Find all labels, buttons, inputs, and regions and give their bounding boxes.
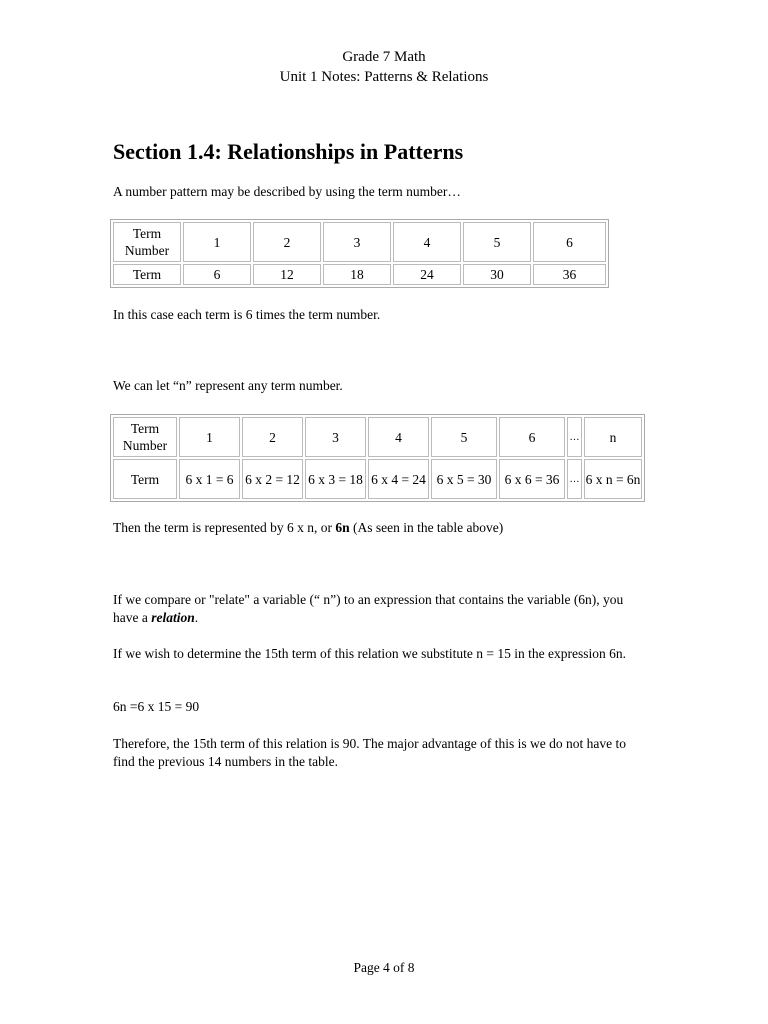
table-cell: 30 (463, 264, 531, 285)
table-cell: 3 (323, 222, 391, 262)
table-header-cell: Term Number (113, 417, 177, 457)
table-cell: 6 x 6 = 36 (499, 459, 565, 499)
table-cell: 6 x 4 = 24 (368, 459, 429, 499)
table-cell: 24 (393, 264, 461, 285)
table-cell: 2 (253, 222, 321, 262)
table-cell: … (567, 417, 582, 457)
table-cell: 3 (305, 417, 366, 457)
relate-paragraph (113, 591, 643, 627)
table-cell: 6 x 5 = 30 (431, 459, 497, 499)
table-cell: 18 (323, 264, 391, 285)
table-cell: n (584, 417, 642, 457)
table-cell: 36 (533, 264, 606, 285)
table-row (113, 222, 606, 262)
relate-text-post: . (194, 610, 199, 625)
then-text-post: (As seen in the table above) (349, 520, 504, 535)
intro-paragraph: A number pattern may be described by using the term number… (113, 184, 461, 199)
then-paragraph (113, 519, 643, 537)
term-table-2 (110, 414, 645, 502)
calculation-line: 6n =6 x 15 = 90 (113, 699, 200, 714)
then-text-bold: 6n (335, 520, 350, 535)
table-cell: 6 (499, 417, 565, 457)
relation-term: relation (151, 610, 195, 625)
table-cell: 4 (393, 222, 461, 262)
table-cell: 6 x 1 = 6 (179, 459, 240, 499)
table-cell: 1 (179, 417, 240, 457)
table-cell: 4 (368, 417, 429, 457)
table-cell: 5 (463, 222, 531, 262)
table-cell: 5 (431, 417, 497, 457)
times-paragraph: In this case each term is 6 times the term number. (113, 307, 381, 322)
table-row (113, 417, 642, 457)
table-cell: 6 (533, 222, 606, 262)
table-header-cell: Term (113, 459, 177, 499)
let-n-paragraph: We can let “n” represent any term number. (113, 378, 343, 393)
therefore-paragraph: Therefore, the 15th term of this relation is 90. The major advantage of this is we do not have to find the previous 14 numbers in the table. (113, 736, 626, 769)
section-title: Section 1.4: Relationships in Patterns (113, 139, 464, 164)
table-cell: 6 x 2 = 12 (242, 459, 303, 499)
table-row (113, 264, 606, 285)
table-cell: 6 x 3 = 18 (305, 459, 366, 499)
table-cell: 2 (242, 417, 303, 457)
header-course: Grade 7 Math (342, 49, 426, 65)
table-cell: 6 x n = 6n (584, 459, 642, 499)
page-header (0, 47, 768, 87)
table-header-cell: Term (113, 264, 181, 285)
term-table-1 (110, 219, 609, 288)
then-text-pre: Then the term is represented by 6 x n, or (113, 520, 336, 535)
relate-text-pre: If we compare or "relate" a variable (“ n”) to an expression that contains the variable (6n), you have a (113, 592, 624, 625)
table-cell: 1 (183, 222, 251, 262)
table-header-cell: Term Number (113, 222, 181, 262)
fifteenth-term-paragraph: If we wish to determine the 15th term of this relation we substitute n = 15 in the expression 6n. (113, 646, 627, 661)
table-cell: 6 (183, 264, 251, 285)
table-cell: … (567, 459, 582, 499)
table-cell: 12 (253, 264, 321, 285)
header-unit: Unit 1 Notes: Patterns & Relations (279, 69, 489, 85)
page-number: Page 4 of 8 (353, 960, 415, 975)
table-row (113, 459, 642, 499)
